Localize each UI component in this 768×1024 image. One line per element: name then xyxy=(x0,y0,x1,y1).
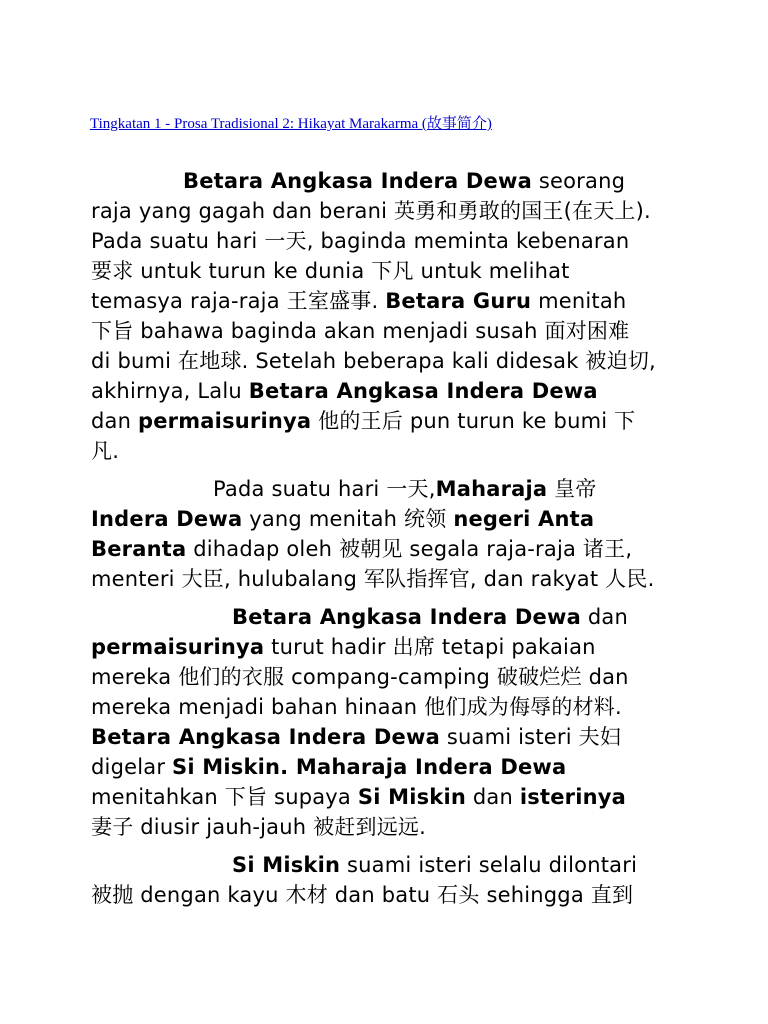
text-line xyxy=(91,662,731,692)
text-line xyxy=(91,316,731,346)
text-run: di bumi 在地球. Setelah beberapa kali didesak 被迫切, xyxy=(91,349,656,373)
text-run: dan xyxy=(580,605,628,629)
bold-text: negeri Anta xyxy=(453,507,595,531)
text-run: temasya raja-raja 王室盛事. xyxy=(91,289,386,313)
text-line xyxy=(91,534,731,564)
text-run: 皇帝 xyxy=(547,477,597,501)
bold-text: Maharaja xyxy=(435,477,548,501)
bold-text: Betara Guru xyxy=(385,289,532,313)
bold-text: Betara Angkasa Indera Dewa xyxy=(183,169,532,193)
text-run: 他的王后 pun turun ke bumi 下 xyxy=(311,409,636,433)
text-line xyxy=(91,436,731,466)
paragraph-4 xyxy=(91,850,731,910)
text-run: 要求 untuk turun ke dunia 下凡 untuk melihat xyxy=(91,259,570,283)
bold-text: Betara Angkasa Indera Dewa xyxy=(248,379,598,403)
text-run: Pada suatu hari 一天, baginda meminta kebenaran xyxy=(91,229,630,253)
bold-text: Si Miskin xyxy=(357,785,467,809)
text-run: turut hadir 出席 tetapi pakaian xyxy=(264,635,596,659)
text-line xyxy=(91,812,731,842)
bold-text: permaisurinya xyxy=(91,635,265,659)
bold-text: Indera Dewa xyxy=(91,507,243,531)
title-link[interactable]: Tingkatan 1 - Prosa Tradisional 2: Hikayat Marakarma (故事简介) xyxy=(90,116,492,132)
text-run: menitahkan 下旨 supaya xyxy=(91,785,358,809)
text-line xyxy=(91,850,731,880)
text-line xyxy=(91,406,731,436)
paragraph-2 xyxy=(91,474,731,594)
text-line xyxy=(91,226,731,256)
text-line xyxy=(91,286,731,316)
text-line xyxy=(91,692,731,722)
bold-text: permaisurinya xyxy=(137,409,312,433)
text-run: 妻子 diusir jauh-jauh 被赶到远远. xyxy=(91,815,427,839)
text-run: 凡. xyxy=(91,439,120,463)
paragraph-1 xyxy=(91,166,731,466)
text-line xyxy=(91,376,731,406)
bold-text: Betara Angkasa Indera Dewa xyxy=(91,725,440,749)
text-run: suami isteri selalu dilontari xyxy=(340,853,638,877)
text-line xyxy=(91,722,731,752)
text-run: dihadap oleh 被朝见 segala raja-raja 诸王, xyxy=(186,537,633,561)
text-run: seorang xyxy=(531,169,626,193)
text-line xyxy=(91,504,731,534)
document-body xyxy=(91,166,731,910)
text-line xyxy=(91,782,731,812)
text-line xyxy=(91,632,731,662)
text-run: akhirnya, Lalu xyxy=(91,379,249,403)
bold-text: Beranta xyxy=(91,537,187,561)
text-run: menitah xyxy=(531,289,627,313)
text-run: suami isteri 夫妇 xyxy=(439,725,622,749)
text-line xyxy=(91,602,731,632)
text-line xyxy=(91,196,731,226)
text-line xyxy=(91,256,731,286)
text-line xyxy=(91,564,731,594)
text-line xyxy=(91,880,731,910)
text-run: menteri 大臣, hulubalang 军队指挥官, dan rakyat 人民. xyxy=(91,567,655,591)
text-run: mereka menjadi bahan hinaan 他们成为侮辱的材料. xyxy=(91,695,622,719)
text-run: digelar xyxy=(91,755,173,779)
text-line xyxy=(91,166,731,196)
text-run: 下旨 bahawa baginda akan menjadi susah 面对困难 xyxy=(91,319,630,343)
text-line xyxy=(91,752,731,782)
text-run: dan xyxy=(466,785,520,809)
bold-text: isterinya xyxy=(519,785,627,809)
text-run: yang menitah 统领 xyxy=(242,507,454,531)
bold-text: Si Miskin xyxy=(232,853,341,877)
paragraph-3 xyxy=(91,602,731,842)
text-run: raja yang gagah dan berani 英勇和勇敢的国王(在天上). xyxy=(91,199,651,223)
bold-text: Betara Angkasa Indera Dewa xyxy=(232,605,581,629)
text-run: dan xyxy=(91,409,138,433)
text-run: 被抛 dengan kayu 木材 dan batu 石头 sehingga 直到 xyxy=(91,883,634,907)
text-line xyxy=(91,474,731,504)
text-line xyxy=(91,346,731,376)
text-run: mereka 他们的衣服 compang-camping 破破烂烂 dan xyxy=(91,665,629,689)
bold-text: Si Miskin. Maharaja Indera Dewa xyxy=(172,755,567,779)
text-run: Pada suatu hari 一天, xyxy=(213,477,436,501)
